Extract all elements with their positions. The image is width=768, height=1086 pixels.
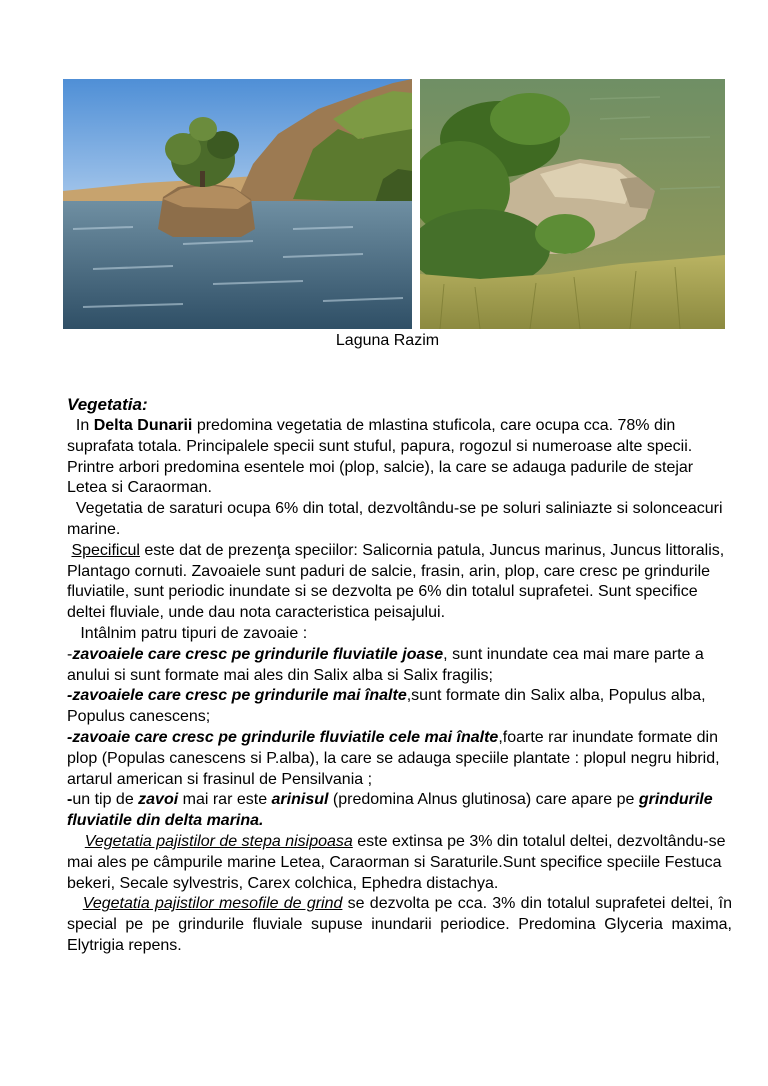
type2-bold: -zavoaiele care cresc pe grindurile mai înalte	[67, 687, 407, 705]
type1-bold: zavoaiele care cresc pe grindurile fluviatile joase	[72, 645, 444, 663]
vegetation-section	[67, 394, 732, 957]
paragraph-specific-species	[67, 541, 732, 624]
p3-term-specificul: Specificul	[71, 541, 140, 559]
paragraph-saline-vegetation	[67, 499, 732, 541]
type3-rest: ,foarte rar inundate formate din plop (Populas canescens si P.alba), la care se adauga speciile plantate : plopul negru hibrid, artarul american si frasinul de Pensilvania ;	[67, 728, 720, 788]
type3-bold: -zavoaie care cresc pe grindurile fluviatile cele mai înalte	[67, 728, 499, 746]
list-item-zavoi-low	[67, 645, 732, 687]
type2-rest: ,sunt formate din Salix alba, Populus alba, Populus canescens;	[67, 687, 706, 726]
paragraph-delta-overview	[67, 416, 732, 499]
p1-text-lead: In	[75, 417, 94, 434]
paragraph-mesophile-meadows	[67, 894, 732, 956]
figure-caption: Laguna Razim	[335, 332, 440, 349]
type4-bold-arinisul: arinisul	[271, 791, 329, 809]
type4-dash: -	[67, 791, 73, 809]
type4-text-a: un tip de	[72, 791, 139, 809]
p3-text-rest: este dat de prezenţa speciilor: Salicornia patula, Juncus marinus, Juncus littoralis, Plantago cornuti. Zavoaiele sunt paduri de salcie, frasin, arin, plop, care cresc pe grindurile fluviatile, sunt periodic inundate si se dezvolta pe 6% din totalul suprafetei. Sunt specifice deltei fluviale, unde dau nota caracteristica peisajului.	[67, 541, 725, 622]
paragraph-sandy-steppe	[67, 832, 732, 894]
p1-bold-delta-dunarii: Delta Dunarii	[93, 417, 193, 434]
photo-laguna-rock-islet	[63, 79, 412, 329]
photo-laguna-limestone-shore	[420, 79, 725, 329]
section-heading: Vegetatia:	[67, 395, 148, 414]
p6-term-mesophile: Vegetatia pajistilor mesofile de grind	[82, 895, 343, 913]
p6-text-rest: se dezvolta pe cca. 3% din totalul suprafetei deltei, în special pe pe grindurile fluviale supuse inundarii periodice. Predomina Glyceria maxima, Elytrigia repens.	[67, 895, 733, 954]
type4-text-e: (predomina Alnus glutinosa) care apare pe	[328, 791, 639, 809]
p2-text: Vegetatia de saraturi ocupa 6% din total, dezvoltându-se pe soluri saliniazte si solonceacuri marine.	[67, 500, 723, 538]
list-item-zavoi-highest	[67, 728, 732, 790]
type4-bold-grindurile: grindurile fluviatile din delta marina.	[67, 791, 713, 830]
p5-text-rest: este extinsa pe 3% din totalul deltei, dezvoltându-se mai ales pe câmpurile marine Letea, Caraorman si Saraturile.Sunt specifice speciile Festuca bekeri, Secale sylvestris, Carex colchica, Ephedra distachya.	[67, 832, 726, 892]
type1-dash: -	[67, 645, 73, 663]
type1-rest: , sunt inundate cea mai mare parte a anului si sunt formate mai ales din Salix alba si Salix fragilis;	[67, 645, 704, 684]
list-item-arinis	[67, 790, 732, 832]
p1-text-rest: predomina vegetatia de mlastina stuficola, care ocupa cca. 78% din suprafata totala. Principalele specii sunt stuful, papura, rogozul si numeroase alte specii. Printre arbori predomina esentele moi (plop, salcie), la care se adauga padurile de stejar Letea si Caraorman.	[67, 417, 694, 497]
p4-text: Intâlnim patru tipuri de zavoaie :	[80, 624, 308, 642]
photo-right-illustration	[420, 79, 725, 329]
list-item-zavoi-high	[67, 686, 732, 728]
p5-term-steppe: Vegetatia pajistilor de stepa nisipoasa	[84, 832, 353, 850]
type4-text-c: mai rar este	[178, 791, 272, 809]
photo-left-illustration	[63, 79, 412, 329]
paragraph-four-types-intro	[67, 624, 732, 645]
type4-bold-zavoi: zavoi	[138, 791, 179, 809]
